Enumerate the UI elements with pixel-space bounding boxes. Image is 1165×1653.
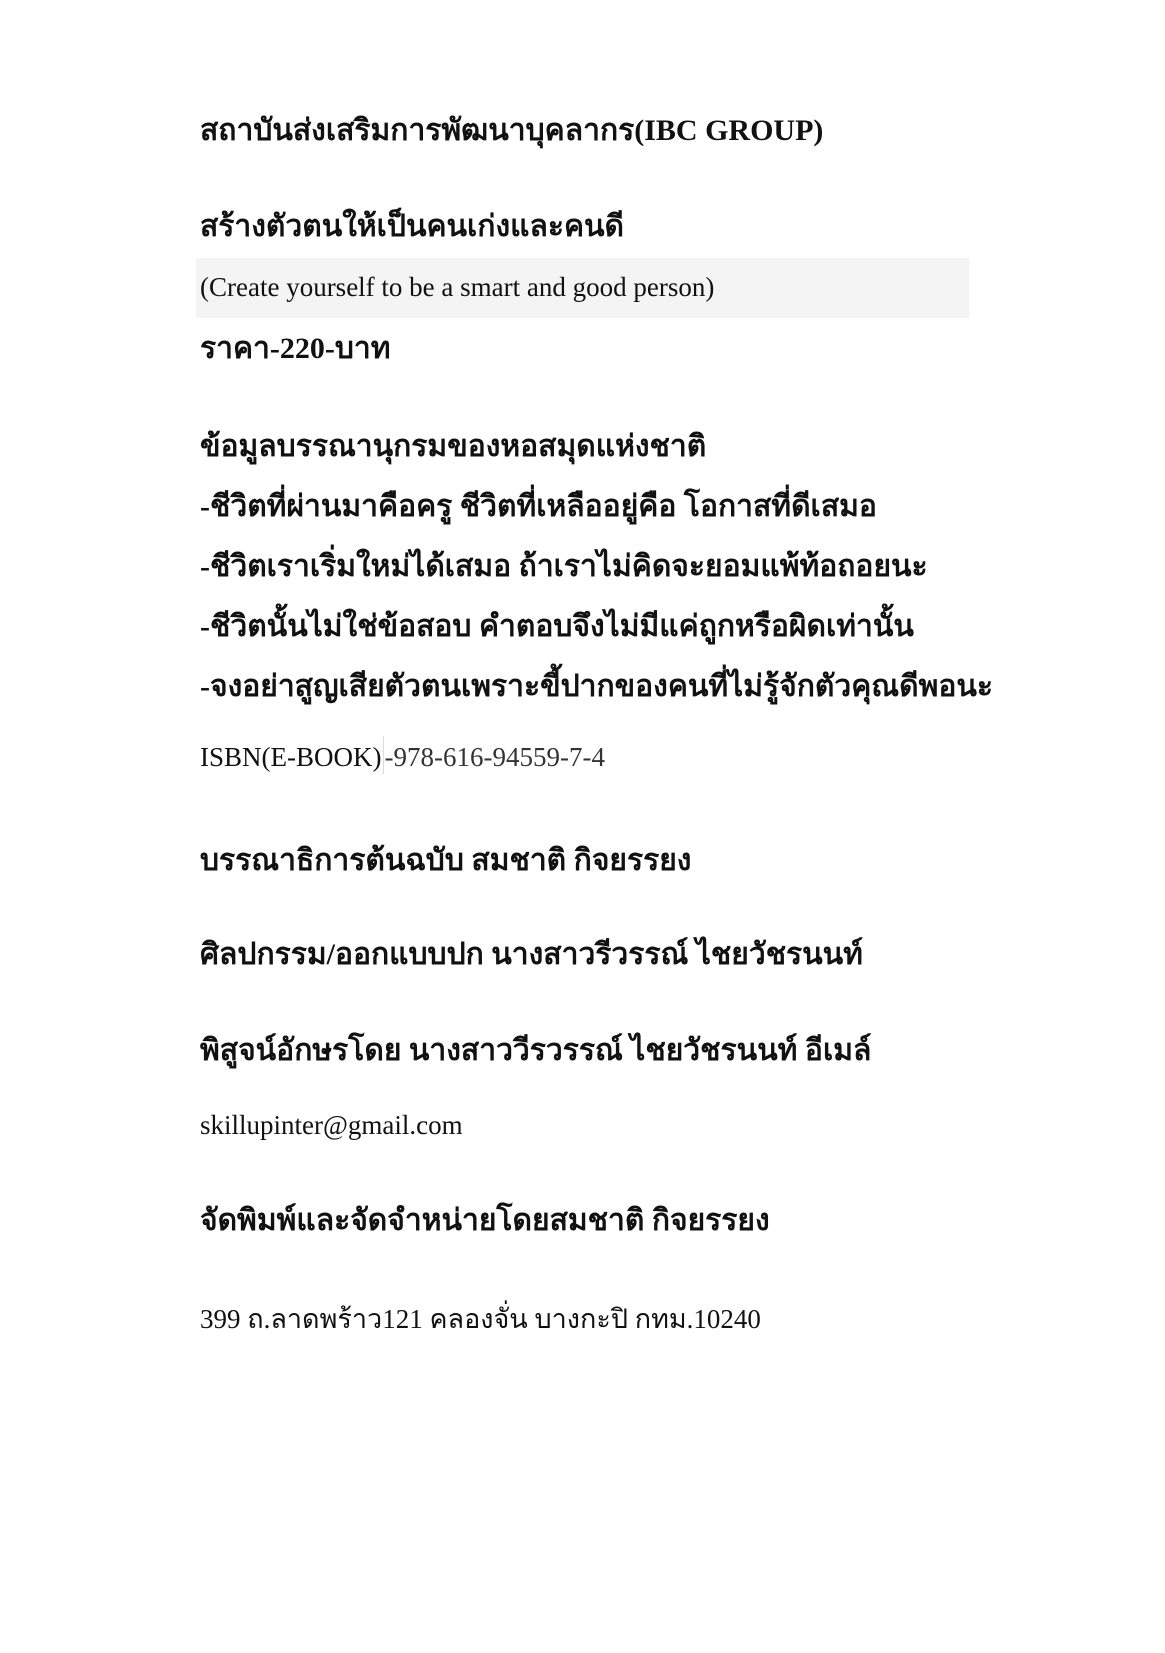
editor-credit: บรรณาธิการต้นฉบับ สมชาติ กิจยรรยง bbox=[200, 844, 692, 877]
book-subtitle: (Create yourself to be a smart and good person) bbox=[200, 272, 715, 302]
isbn-label: ISBN(E-BOOK) bbox=[200, 742, 382, 772]
book-price: ราคา-220-บาท bbox=[200, 332, 391, 365]
isbn-number: -978-616-94559-7-4 bbox=[384, 742, 605, 772]
book-title: สร้างตัวตนให้เป็นคนเก่งและคนดี bbox=[200, 210, 624, 243]
catalog-item: -ชีวิตนั้นไม่ใช่ข้อสอบ คำตอบจึงไม่มีแค่ถูกหรือผิดเท่านั้น bbox=[200, 610, 914, 643]
publisher-credit: จัดพิมพ์และจัดจำหน่ายโดยสมชาติ กิจยรรยง bbox=[200, 1204, 770, 1237]
catalog-item: -ชีวิตเราเริ่มใหม่ได้เสมอ ถ้าเราไม่คิดจะยอมแพ้ท้อถอยนะ bbox=[200, 550, 928, 583]
catalog-item: -จงอย่าสูญเสียตัวตนเพราะขี้ปากของคนที่ไม่รู้จักตัวคุณดีพอนะ bbox=[200, 670, 994, 703]
catalog-heading: ข้อมูลบรรณานุกรมของหอสมุดแห่งชาติ bbox=[200, 430, 707, 463]
isbn-divider bbox=[383, 736, 384, 774]
publisher-address: 399 ถ.ลาดพร้าว121 คลองจั่น บางกะปิ กทม.10240 bbox=[200, 1304, 761, 1334]
contact-email: skillupinter@gmail.com bbox=[200, 1110, 463, 1140]
institute-name: สถาบันส่งเสริมการพัฒนาบุคลากร(IBC GROUP) bbox=[200, 114, 824, 147]
proof-credit: พิสูจน์อักษรโดย นางสาววีรวรรณ์ ไชยวัชรนนท์ อีเมล์ bbox=[200, 1034, 872, 1067]
isbn-line bbox=[200, 736, 605, 774]
art-credit: ศิลปกรรม/ออกแบบปก นางสาวรีวรรณ์ ไชยวัชรนนท์ bbox=[200, 938, 863, 971]
catalog-item: -ชีวิตที่ผ่านมาคือครู ชีวิตที่เหลืออยู่คือ โอกาสที่ดีเสมอ bbox=[200, 490, 877, 523]
